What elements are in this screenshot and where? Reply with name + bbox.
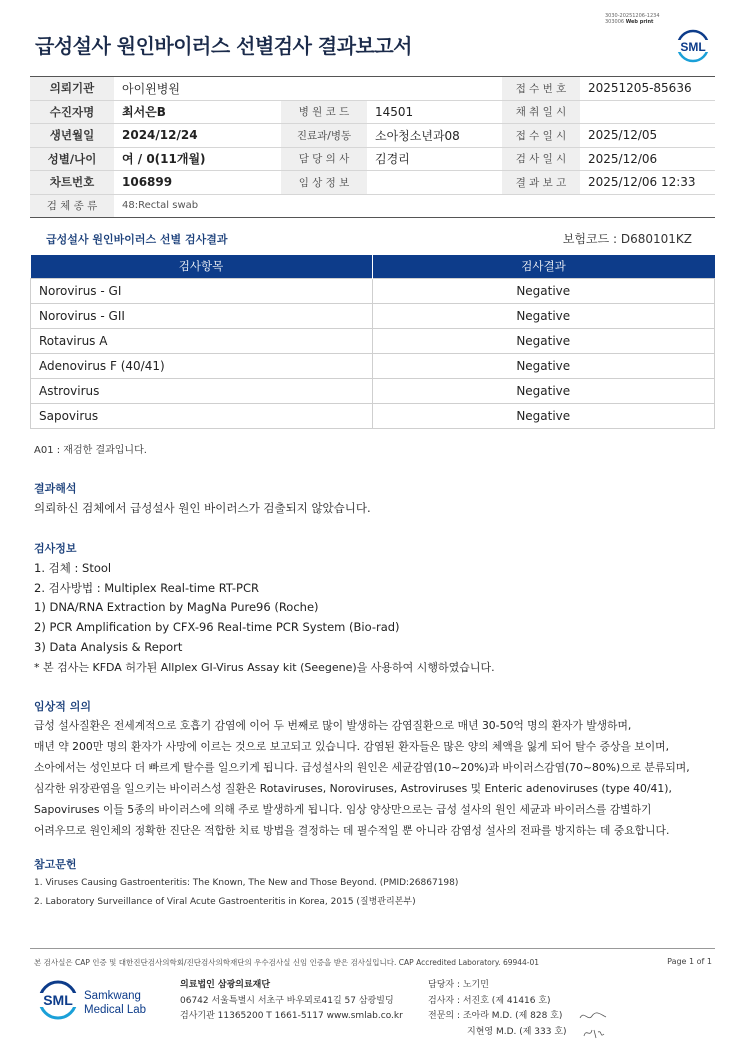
interpretation-heading: 결과해석 bbox=[34, 482, 77, 495]
report-title: 급성설사 원인바이러스 선별검사 결과보고서 bbox=[35, 34, 412, 58]
info-row bbox=[30, 171, 715, 195]
label-test-date: 검 사 일 시 bbox=[502, 147, 580, 171]
info-row bbox=[30, 100, 715, 124]
label-doctor: 담 당 의 사 bbox=[281, 147, 367, 171]
test-item: Astrovirus bbox=[31, 378, 373, 403]
label-report-date: 결 과 보 고 bbox=[502, 171, 580, 195]
table-row bbox=[31, 403, 715, 428]
results-table bbox=[30, 255, 715, 429]
clinical-heading: 임상적 의의 bbox=[34, 700, 91, 713]
results-section-title: 급성설사 원인바이러스 선별 검사결과 bbox=[46, 233, 228, 246]
table-row bbox=[31, 328, 715, 353]
test-item: Norovirus - GII bbox=[31, 303, 373, 328]
insurance-code: 보험코드 : D680101KZ bbox=[562, 232, 692, 246]
label-specimen-type: 검 체 종 류 bbox=[30, 194, 114, 218]
test-item: Norovirus - GI bbox=[31, 278, 373, 303]
accreditation-text: 본 검사실은 CAP 인증 및 대한진단검사의학회/진단검사의학재단의 우수검사실 신임 인증을 받은 검사실입니다. CAP Accredited Laboratory. 69944-01 bbox=[34, 958, 540, 967]
test-result: Negative bbox=[372, 328, 715, 353]
label-receipt-no: 접 수 번 호 bbox=[502, 77, 580, 101]
clinical-line: Sapoviruses 이들 5종의 바이러스에 의해 주로 발생하게 됩니다. 임상 양상만으로는 급성 설사의 원인 세균과 바이러스를 감별하기 bbox=[34, 803, 652, 816]
label-birthdate: 생년월일 bbox=[30, 124, 114, 148]
value-collection-date bbox=[580, 100, 715, 124]
test-info-line: * 본 검사는 KFDA 허가된 Allplex GI-Virus Assay kit (Seegene)을 사용하여 시행하였습니다. bbox=[34, 661, 495, 674]
table-row bbox=[31, 303, 715, 328]
test-result: Negative bbox=[372, 378, 715, 403]
label-hospital-code: 병 원 코 드 bbox=[281, 100, 367, 124]
page-number: Page 1 of 1 bbox=[667, 957, 712, 966]
info-row bbox=[30, 147, 715, 171]
svg-text:Medical Lab: Medical Lab bbox=[84, 1004, 147, 1016]
results-header-item: 검사항목 bbox=[31, 255, 373, 278]
test-item: Adenovirus F (40/41) bbox=[31, 353, 373, 378]
clinical-line: 심각한 위장관염을 일으키는 바이러스성 질환은 Rotaviruses, Noroviruses, Astroviruses 및 Enteric adenoviruses (type 40/41), bbox=[34, 782, 672, 795]
info-row bbox=[30, 194, 715, 218]
value-patient-name: 최서은B bbox=[114, 100, 281, 124]
clinical-line: 어려우므로 원인체의 정확한 진단은 적합한 치료 방법을 결정하는 데 필수적일 뿐 아니라 감염성 설사의 전파를 방지하는 데 중요합니다. bbox=[34, 824, 670, 837]
org-address: 06742 서울특별시 서초구 바우뫼로41길 57 삼광빌딩 bbox=[180, 995, 394, 1006]
test-info-line: 2. 검사방법 : Multiplex Real-time RT-PCR bbox=[34, 581, 259, 595]
test-info-line: 3) Data Analysis & Report bbox=[34, 640, 183, 654]
org-name: 의료법인 삼광의료재단 bbox=[180, 980, 271, 990]
patient-info-table bbox=[30, 76, 715, 218]
value-receipt-date: 2025/12/05 bbox=[580, 124, 715, 148]
test-info-line: 2) PCR Amplification by CFX-96 Real-time PCR System (Bio-rad) bbox=[34, 620, 400, 634]
retest-note: A01 : 재검한 결과입니다. bbox=[34, 445, 147, 456]
footer-divider bbox=[30, 948, 715, 949]
value-hospital-code: 14501 bbox=[367, 100, 502, 124]
test-info-heading: 검사정보 bbox=[34, 542, 77, 555]
results-header-result: 검사결과 bbox=[372, 255, 715, 278]
label-chart-no: 차트번호 bbox=[30, 171, 114, 195]
value-specimen-type: 48:Rectal swab bbox=[114, 194, 715, 218]
test-info-line: 1. 검체 : Stool bbox=[34, 561, 112, 575]
value-sex-age: 여 / 0(11개월) bbox=[114, 147, 281, 171]
table-row bbox=[31, 378, 715, 403]
org-contact: 검사기관 11365200 T 1661-5117 www.smlab.co.kr bbox=[180, 1011, 403, 1021]
label-receipt-date: 접 수 일 시 bbox=[502, 124, 580, 148]
info-row bbox=[30, 124, 715, 148]
label-department: 진료과/병동 bbox=[281, 124, 367, 148]
value-clinical-info bbox=[367, 171, 502, 195]
label-collection-date: 채 취 일 시 bbox=[502, 100, 580, 124]
info-row bbox=[30, 77, 715, 101]
label-clinical-info: 임 상 정 보 bbox=[281, 171, 367, 195]
test-result: Negative bbox=[372, 403, 715, 428]
svg-text:SML: SML bbox=[680, 40, 706, 54]
test-info-line: 1) DNA/RNA Extraction by MagNa Pure96 (Roche) bbox=[34, 600, 319, 614]
clinical-line: 소아에서는 성인보다 더 빠르게 탈수를 일으키게 됩니다. 급성설사의 원인은 세균감염(10~20%)과 바이러스감염(70~80%)으로 분류되며, bbox=[34, 761, 690, 774]
value-receipt-no: 20251205-85636 bbox=[580, 77, 715, 101]
reference-item: 1. Viruses Causing Gastroenteritis: The Known, The New and Those Beyond. (PMID:26867198) bbox=[34, 878, 459, 888]
table-row bbox=[31, 278, 715, 303]
signature-icon bbox=[578, 1008, 610, 1040]
org-info bbox=[180, 978, 403, 1025]
label-sex-age: 성별/나이 bbox=[30, 147, 114, 171]
value-requesting-org: 아이윈병원 bbox=[114, 77, 502, 101]
test-result: Negative bbox=[372, 353, 715, 378]
staff-info: 담당자 : 노기민 검사자 : 서진호 (제 41416 호) 전문의 : 조아라 M.D. (제 828 호) 지현영 M.D. (제 333 호) bbox=[428, 980, 567, 1037]
value-report-date: 2025/12/06 12:33 bbox=[580, 171, 715, 195]
references-heading: 참고문헌 bbox=[34, 858, 77, 871]
label-requesting-org: 의뢰기관 bbox=[30, 77, 114, 101]
table-row bbox=[31, 353, 715, 378]
value-doctor: 김경리 bbox=[367, 147, 502, 171]
test-result: Negative bbox=[372, 303, 715, 328]
label-patient-name: 수진자명 bbox=[30, 100, 114, 124]
value-chart-no: 106899 bbox=[114, 171, 281, 195]
reference-item: 2. Laboratory Surveillance of Viral Acute Gastroenteritis in Korea, 2015 (질병관리본부) bbox=[34, 897, 416, 907]
sml-logo-icon bbox=[672, 24, 714, 66]
clinical-line: 급성 설사질환은 전세계적으로 호흡기 감염에 이어 두 번째로 많이 발생하는 감염질환으로 매년 30-50억 명의 환자가 발생하며, bbox=[34, 719, 632, 732]
svg-text:Samkwang: Samkwang bbox=[84, 990, 141, 1002]
value-test-date: 2025/12/06 bbox=[580, 147, 715, 171]
samkwang-logo-icon bbox=[36, 978, 156, 1022]
value-department: 소아청소년과08 bbox=[367, 124, 502, 148]
test-item: Sapovirus bbox=[31, 403, 373, 428]
clinical-line: 매년 약 200만 명의 환자가 사망에 이르는 것으로 보고되고 있습니다. 감염된 환자들은 많은 양의 체액을 잃게 되어 탈수 증상을 보이며, bbox=[34, 740, 670, 753]
interpretation-text: 의뢰하신 검체에서 급성설사 원인 바이러스가 검출되지 않았습니다. bbox=[34, 501, 371, 515]
test-item: Rotavirus A bbox=[31, 328, 373, 353]
svg-text:SML: SML bbox=[43, 992, 73, 1008]
value-birthdate: 2024/12/24 bbox=[114, 124, 281, 148]
test-result: Negative bbox=[372, 278, 715, 303]
print-code: 3030-20251206-1234 303006 Web print bbox=[605, 13, 660, 25]
